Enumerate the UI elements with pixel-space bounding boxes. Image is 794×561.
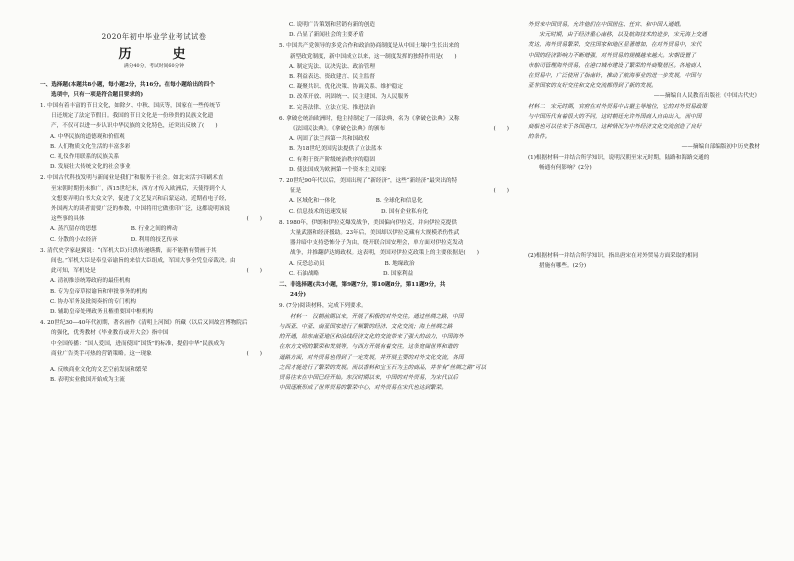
- q9-question1-2: 畅通有何影响？(2分): [539, 164, 592, 171]
- q9-material1-cont-line: 外贸来中国贸易，允许他们在中国居住、任官、和中国人通婚。: [528, 22, 685, 28]
- q7-line: [279, 186, 515, 196]
- q1-option-d: D. 发展壮大传统文化的社会事业: [50, 164, 131, 171]
- q9-question1: (1)根据材料一并结合所学知识，说明汉朝至宋元时期，陆路和海路交通的: [528, 154, 710, 161]
- q6-line: 6. 拿破仑统治欧洲时，他主持制定了一部法典，名为《拿破仑法典》又称: [279, 115, 460, 122]
- q7-option-ab: [279, 196, 515, 206]
- column-left: [40, 20, 268, 386]
- q9-material1-line: 之间才能进行了繁荣的发展。而以香料和宝玉石为主的商品，并非有“丝绸之路”可以: [279, 364, 487, 371]
- q7-line: 7. 20世纪90年代以后，美国出现了“新经济”，这些“新经济”最突出的特: [279, 178, 458, 185]
- q3-line-end: 此可知，军机处是: [51, 268, 96, 275]
- column-right: [528, 20, 764, 313]
- q5-option-e: E. 完善法律、立法立宪、推进法治: [289, 104, 375, 111]
- q6-option-d: D. 使法国成为欧洲第一个资本主义国家: [289, 166, 387, 173]
- q5-option-a: A. 制定宪法、议决宪法、政治管理: [289, 63, 375, 70]
- q2-line-end: 这些事的具体: [51, 216, 85, 223]
- q1-option-b: B. 人们物质文化生活的丰富多彩: [50, 143, 131, 150]
- q7-option-c: C. 信息技术的迅速发展: [289, 208, 347, 215]
- q9-material2-line: 的条件。: [528, 134, 551, 141]
- q9-question2-2: 措施有哪些。(2分): [539, 263, 587, 270]
- q4-option-d: D. 凸显了新闻社会的主要矛盾: [289, 32, 364, 39]
- q1-option-a: A. 中华民族的道德观和价值观: [50, 133, 125, 140]
- q8-option-a: A. 反恐总动员: [289, 260, 325, 267]
- answer-space-1b[interactable]: [528, 215, 764, 251]
- q4-line: 中全国传播：“国人爱国，进而使国“国货”的标准，提倡中华”民族成为: [51, 340, 225, 347]
- q8-line: 战争，并推翻萨达姆政权。这表明，美国对伊拉克政策上的主要依据是( ): [290, 250, 479, 257]
- q2-line: [40, 214, 268, 224]
- q9-material1-line: 中国逐渐形成了世界贸易的繁荣中心，对外贸易在宋代也达到繁荣。: [279, 385, 447, 392]
- q7-line-end: 征是: [290, 188, 302, 195]
- q9-question2: (2)根据材料一并结合所学知识，指出唐宋在对外贸易方面采取的相同: [528, 253, 699, 260]
- q3-answer-paren: ( ): [246, 268, 262, 275]
- q4-option-a: A. 反映商业文化的文艺空前发展和繁荣: [50, 367, 148, 374]
- q2-line: 外国两大的读者需要广泛的参数，中国将用它做重印广泛，这都说明该说: [51, 206, 231, 213]
- q2-option-cd: [40, 235, 268, 245]
- subject-title: 历 史: [118, 47, 200, 63]
- q2-option-c: C. 分散的小农经济: [50, 236, 97, 243]
- question-1: [40, 101, 268, 172]
- q9-material2-line: 与中国历代有着很大的不同，这时朝廷允许外国商人自由出入，而中国: [528, 113, 702, 120]
- q2-line: 文想要弄明白书大众文学，促进了文艺复兴和启蒙运动，近期看电子经，: [51, 195, 231, 202]
- q6-option-b: B. 为18世纪美国宪法提供了立法蓝本: [289, 146, 383, 153]
- q6-answer-paren: ( ): [493, 126, 509, 133]
- question-4: [40, 318, 268, 385]
- q1-line: 日还规定了法定节假日。我国的节日文化是一份珍贵的民族文化遗: [51, 113, 214, 120]
- q6-option-a: A. 巩固了法兰西第一共和国政权: [289, 136, 370, 143]
- q8-line: 8. 1980年，伊朗和伊拉克爆发战争，美国偏向伊拉克，并向伊拉克提供: [279, 219, 457, 226]
- section2-heading: 二、非选择题(共3小题，第9题7分，第10题8分，第11题9分，共: [279, 282, 446, 289]
- question-3: [40, 246, 268, 317]
- q7-option-b: B. 全球化和信息化: [375, 198, 423, 205]
- q4-option-b: B. 表明实业救国开始成为主流: [50, 377, 125, 384]
- q3-option-c: C. 协办军务及批阅奏折的专门机构: [50, 298, 136, 305]
- q9-material1-line: 与西亚、中亚、南亚国家进行了频繁的经济、文化交流；海上丝绸之路: [279, 323, 453, 330]
- score-info: 满分40分，考试时间60分钟: [123, 64, 185, 70]
- q9-material1-line: 在东方文明的繁荣和发展等，与西方开展有着交往，这条宽阔世界和谐的: [279, 344, 459, 351]
- q6-option-c: C. 有利于资产阶级统治秩序的稳固: [289, 156, 375, 163]
- q5-option-d: D. 改革开放、巩固统一、民主建国、为人民服务: [289, 94, 409, 101]
- q1-option-c: C. 礼仪作用联系的民族关系: [50, 154, 120, 161]
- q1-line: 产，不仅可以进一步认识中华民族的文化特色，还突出反映了( ): [51, 123, 218, 130]
- question-6: [279, 114, 515, 175]
- q9-material1-line: 的开通，给东南亚地区和沿线经济文化的交流带来了强大的动力，中国海外: [279, 334, 464, 341]
- q8-option-d: D. 国家利益: [383, 270, 414, 277]
- q7-option-cd: [279, 207, 515, 217]
- q9-source1: ——摘编自人民教育出版社《中国古代史》: [653, 93, 760, 100]
- section1-heading: 一、选择题(本题共8小题，每小题2分，共16分。在每小题给出的四个: [40, 81, 215, 88]
- q3-option-b: B. 专为皇帝草拟谕旨和审批事务的机构: [50, 288, 148, 295]
- column-middle: [279, 20, 515, 393]
- q6-line: [279, 124, 515, 134]
- q9-material1-cont-line: 亚非国家的友好交往和文化交流都得到了新的发展。: [528, 83, 657, 90]
- exam-title: 2020年初中毕业学业考试试卷: [101, 32, 207, 41]
- question-2: [40, 173, 268, 244]
- q4-answer-paren: ( ): [246, 350, 262, 357]
- q9-material1-cont-line: 发达，海外贸易繁荣，交往国家和地区显著增加，在对外贸易中，宋代: [528, 42, 702, 49]
- q2-option-d: D. 利用的技艺传承: [130, 236, 178, 243]
- q4-option-c: C. 说明广告策划和营销有新的创造: [289, 22, 375, 28]
- q7-option-a: A. 区域化和一体化: [289, 198, 336, 205]
- q5-line: 新型政党制度，新中国成立以来，这一制度发挥的独特作用是( ): [290, 53, 457, 60]
- q9-material1-line: 道路方面，对外贸易也得到了一定发展，并开展主要的对外文化交流，各国: [279, 354, 464, 361]
- q8-option-cd: [279, 269, 515, 279]
- question-7: [279, 176, 515, 217]
- q9-material1-cont-line: 宋元时期，由于经济重心南移，以及航海技术的进步，宋元海上交通: [539, 32, 707, 39]
- q8-option-c: C. 石油战略: [289, 270, 320, 277]
- answer-space-1[interactable]: [528, 173, 764, 215]
- q9-material1-line: 贸易往来在中国已经开始。东汉时期以来，中国的对外贸易，为宋代以后: [279, 374, 459, 381]
- q4-line-end: 商业广告类手可热的营销策略。这一现象: [51, 350, 152, 357]
- q1-line: 1. 中国有着丰富的节日文化，如除夕、中秋、国庆等，国家在一些传统节: [40, 103, 221, 110]
- q2-line: 2. 中国古代科技发明与新闻业是我们“和服务于社会。如北宋活字印刷术直: [40, 175, 224, 182]
- q9-intro: 9. (7分)阅读材料，完成下列要求。: [279, 303, 367, 310]
- q5-option-c: C. 凝聚共识、优化决策、协调关系、维护稳定: [289, 84, 403, 91]
- q4-line: 4. 20世纪30—40年代初期，著名画作《清明上河图》所藏（以后又回故宫博物院后: [40, 320, 248, 327]
- question-8: [279, 218, 515, 279]
- q4-line: 的强化，优秀教材《毕业教育或开大会》指中国: [51, 330, 169, 337]
- q7-option-d: D. 国有企业私有化: [380, 208, 428, 215]
- q9-material1-cont-line: 在贸易中，广泛使用了指南针，推动了航海事业的进一步发展，中国与: [528, 73, 702, 80]
- q3-option-a: A. 清初推崇统筹政府的最佳机构: [50, 278, 131, 285]
- q5-line: 5. 中国共产党领导的多党合作和政治协商制度是从中国土壤中生长出来的: [279, 43, 460, 50]
- q2-option-a: A. 蒸汽留存的思想: [50, 226, 97, 233]
- q2-line: 至宋朝时期仍未推广，西15世纪末，西方才传入欧洲后，天使得到个人: [51, 185, 226, 192]
- q9-material1-cont-line: 市舶司管理海外贸易，在港口城市建设了繁荣的外商聚居区。各地商人: [528, 62, 702, 69]
- question-5: [279, 41, 515, 112]
- q3-line: 3. 清代史学家赵翼说：“(军机大臣)只供传递缮撰，而不能稍有赞画于其: [40, 247, 217, 254]
- q8-line: 器并暗中支持恐怖分子为由，绕开联合国安理会，单方面对伊拉克发动: [290, 240, 464, 247]
- section1-heading-2: 选项中，只有一项是符合题目要求的): [51, 91, 144, 98]
- q3-line: [40, 266, 268, 276]
- q2-option-ab: [40, 224, 268, 234]
- q6-line-end: 《法国民法典》。《拿破仑法典》的颁布: [290, 126, 386, 133]
- q3-option-d: D. 辅助皇帝处理政务且権重要国中枢机构: [50, 309, 153, 316]
- q5-option-b: B. 利益表达、资政建言、民主监督: [289, 74, 375, 81]
- q8-option-b: B. 地缘政治: [384, 260, 415, 267]
- q8-line: 大量武器和经济援助。23年后，美国却以伊拉克藏有大规模杀伤性武: [290, 230, 460, 237]
- q7-answer-paren: ( ): [493, 188, 509, 195]
- q9-material1-line: 材料一 汉朝前期以来，开展了积极的对外交往。通过丝绸之路，中国: [290, 313, 464, 320]
- q9-source2: ——摘编自部编版初中历史教材: [681, 144, 760, 151]
- q3-line: 间也。”军机大臣是奉皇帝谕旨的来信大臣组成，军国大事全凭皇帝裁决。由: [51, 258, 236, 265]
- q2-option-b: B. 行业之间的辨动: [130, 226, 178, 233]
- answer-space-2[interactable]: [528, 271, 764, 313]
- q8-option-ab: [279, 259, 515, 269]
- q9-material2-line: 商船也可以往来于各国港口，这种情况为中外经济文化交流创造了良好: [528, 124, 702, 131]
- q2-answer-paren: ( ): [246, 216, 262, 223]
- section2-heading-2: 24分): [290, 292, 307, 299]
- question-9: [279, 301, 515, 393]
- q9-material1-cont-line: 中国的经济影响力不断增强，对外贸易的规模越来越大。宋朝设置了: [528, 52, 696, 59]
- q4-line: [40, 349, 268, 359]
- q9-material2-line: 材料二 宋元时期，官府在对外贸易中占据主导地位，它的对外贸易政策: [528, 103, 708, 110]
